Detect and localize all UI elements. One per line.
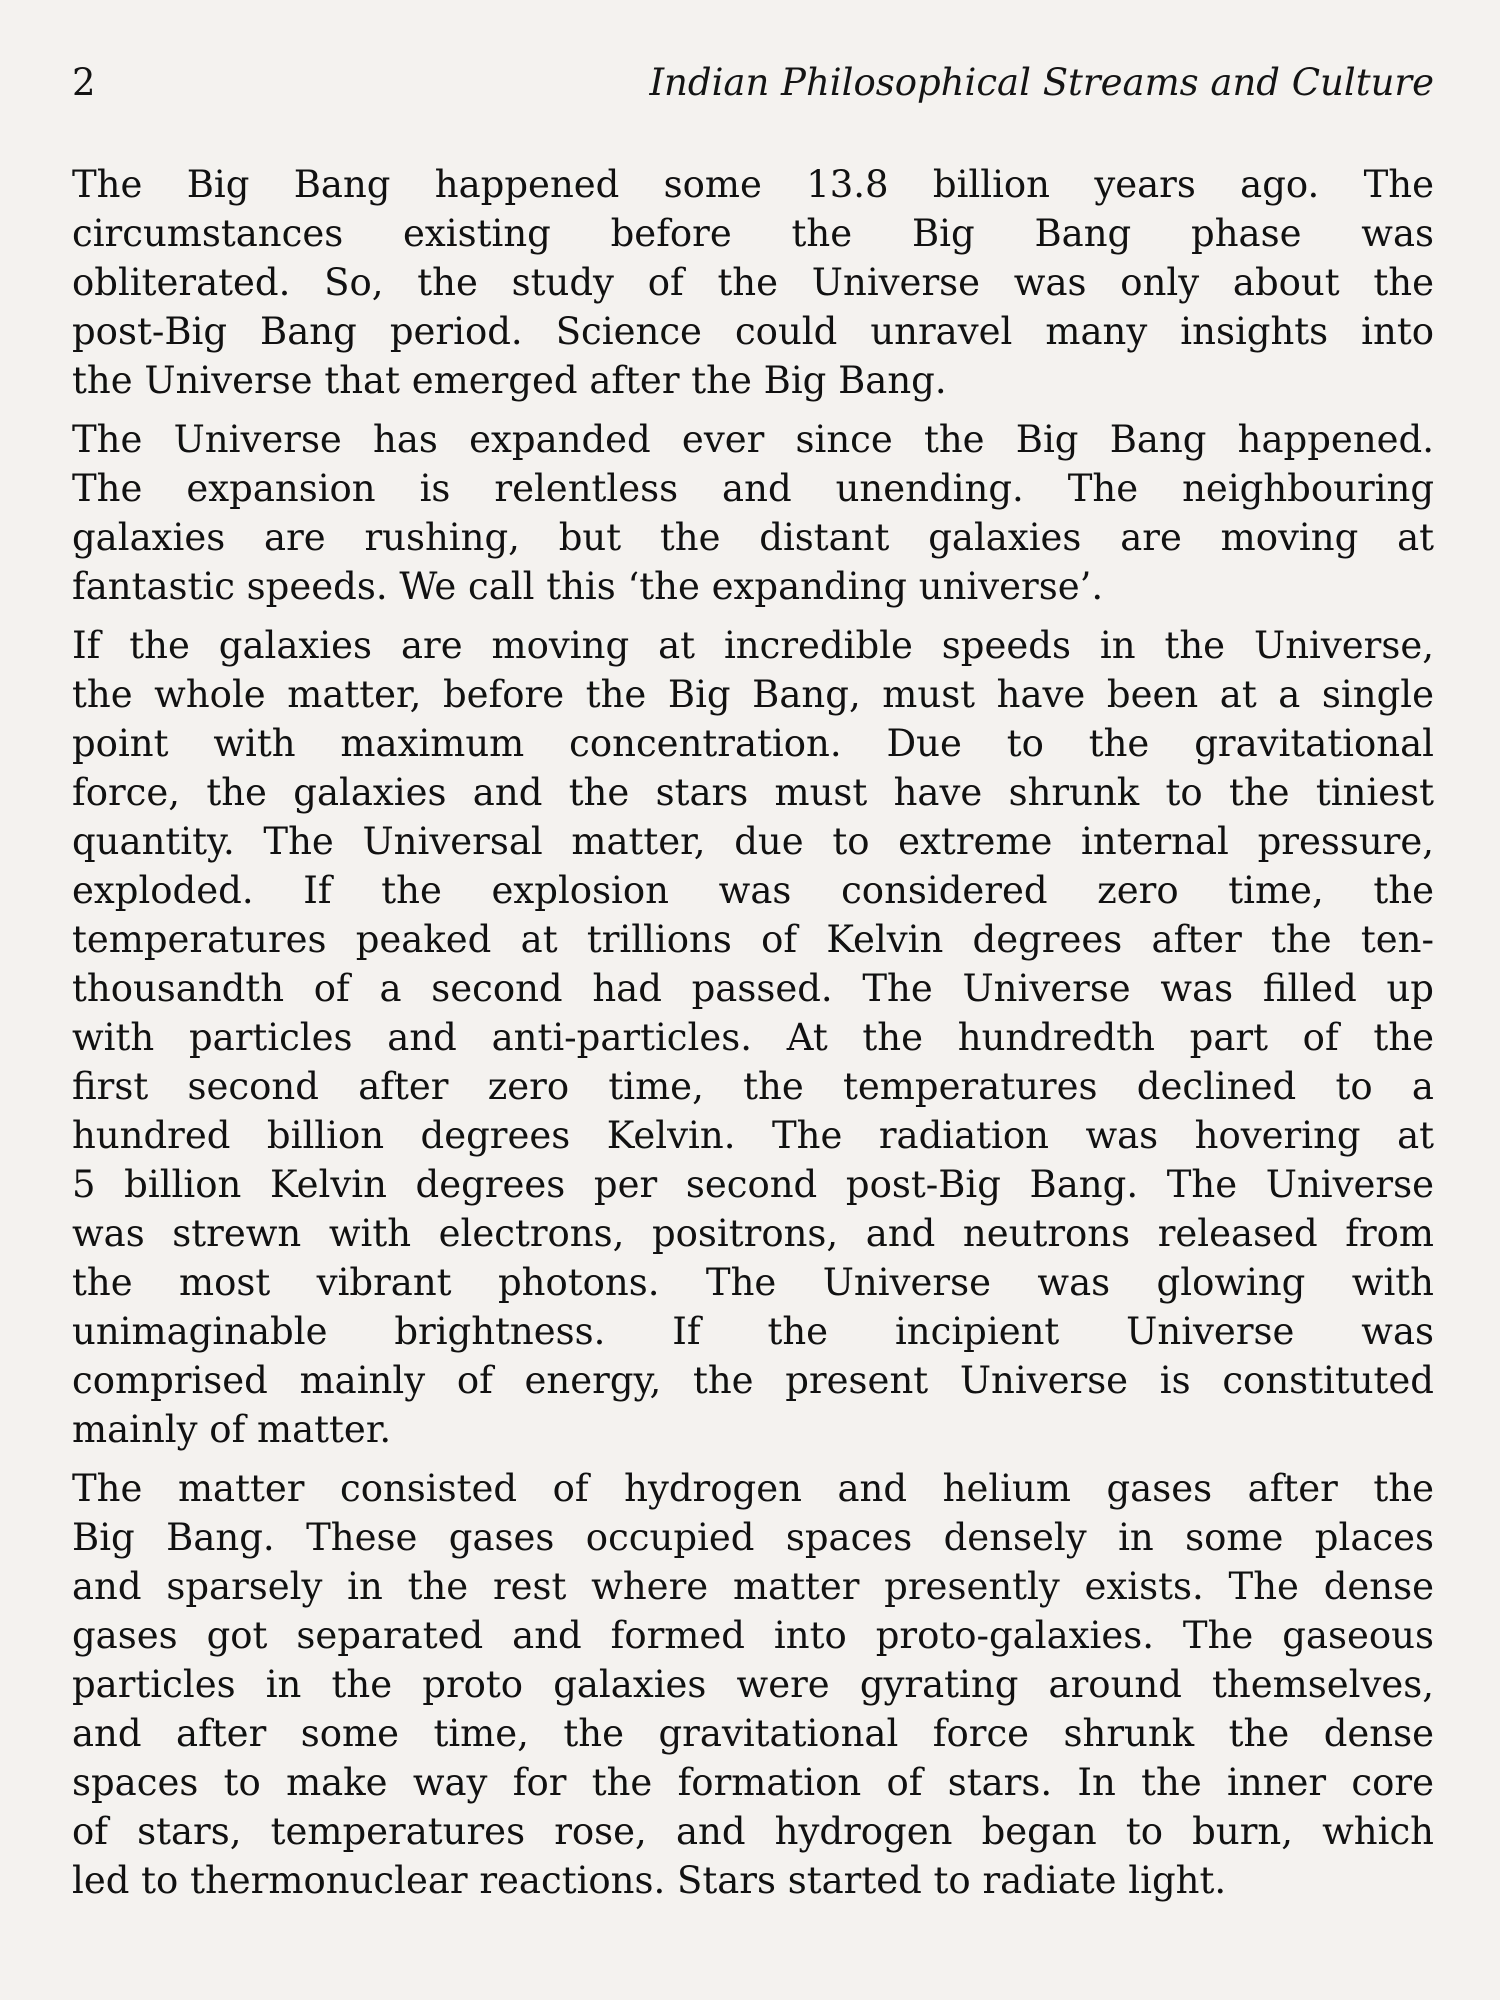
text-line: post-Big Bang period. Science could unravel many insights into bbox=[72, 310, 1434, 353]
text-line: mainly of matter. bbox=[72, 1408, 392, 1451]
text-line: The Big Bang happened some 13.8 billion years ago. The bbox=[72, 163, 1434, 206]
text-line: Big Bang. These gases occupied spaces densely in some places bbox=[72, 1516, 1434, 1559]
running-head: Indian Philosophical Streams and Culture bbox=[649, 61, 1434, 104]
text-line: and sparsely in the rest where matter presently exists. The dense bbox=[72, 1565, 1434, 1608]
text-line: the whole matter, before the Big Bang, must have been at a single bbox=[72, 673, 1434, 716]
text-line: hundred billion degrees Kelvin. The radiation was hovering at bbox=[72, 1114, 1434, 1157]
text-line: temperatures peaked at trillions of Kelvin degrees after the ten- bbox=[72, 918, 1434, 961]
text-line: The Universe has expanded ever since the Big Bang happened. bbox=[72, 418, 1434, 461]
text-line: particles in the proto galaxies were gyrating around themselves, bbox=[72, 1663, 1434, 1706]
text-line: spaces to make way for the formation of stars. In the inner core bbox=[72, 1761, 1434, 1804]
text-line: fantastic speeds. We call this ‘the expanding universe’. bbox=[72, 565, 1104, 608]
text-line: The expansion is relentless and unending. The neighbouring bbox=[72, 467, 1434, 510]
text-line: with particles and anti-particles. At the hundredth part of the bbox=[72, 1016, 1434, 1059]
text-line: obliterated. So, the study of the Universe was only about the bbox=[72, 261, 1434, 304]
text-line: first second after zero time, the temperatures declined to a bbox=[72, 1065, 1434, 1108]
paragraph-2 bbox=[72, 415, 1434, 611]
text-line: led to thermonuclear reactions. Stars started to radiate light. bbox=[72, 1859, 1227, 1902]
body-text bbox=[72, 160, 1434, 1915]
text-line: galaxies are rushing, but the distant galaxies are moving at bbox=[72, 516, 1434, 559]
text-line: point with maximum concentration. Due to the gravitational bbox=[72, 722, 1434, 765]
text-line: the Universe that emerged after the Big Bang. bbox=[72, 359, 947, 402]
text-line: quantity. The Universal matter, due to extreme internal pressure, bbox=[72, 820, 1434, 863]
text-line: was strewn with electrons, positrons, and neutrons released from bbox=[72, 1212, 1434, 1255]
text-line: the most vibrant photons. The Universe was glowing with bbox=[72, 1261, 1434, 1304]
text-line: The matter consisted of hydrogen and helium gases after the bbox=[72, 1467, 1434, 1510]
text-line: thousandth of a second had passed. The Universe was filled up bbox=[72, 967, 1434, 1010]
text-line: and after some time, the gravitational force shrunk the dense bbox=[72, 1712, 1434, 1755]
text-line: unimaginable brightness. If the incipient Universe was bbox=[72, 1310, 1434, 1353]
page-number: 2 bbox=[72, 61, 96, 104]
paragraph-3 bbox=[72, 621, 1434, 1454]
text-line: force, the galaxies and the stars must have shrunk to the tiniest bbox=[72, 771, 1434, 814]
text-line: comprised mainly of energy, the present Universe is constituted bbox=[72, 1359, 1434, 1402]
text-line: gases got separated and formed into proto-galaxies. The gaseous bbox=[72, 1614, 1434, 1657]
page-header bbox=[72, 58, 1434, 118]
paragraph-1 bbox=[72, 160, 1434, 405]
text-line: circumstances existing before the Big Bang phase was bbox=[72, 212, 1434, 255]
text-line: If the galaxies are moving at incredible speeds in the Universe, bbox=[72, 624, 1434, 667]
text-line: 5 billion Kelvin degrees per second post-Big Bang. The Universe bbox=[72, 1163, 1434, 1206]
text-line: exploded. If the explosion was considered zero time, the bbox=[72, 869, 1434, 912]
text-line: of stars, temperatures rose, and hydrogen began to burn, which bbox=[72, 1810, 1434, 1853]
paragraph-4 bbox=[72, 1464, 1434, 1905]
